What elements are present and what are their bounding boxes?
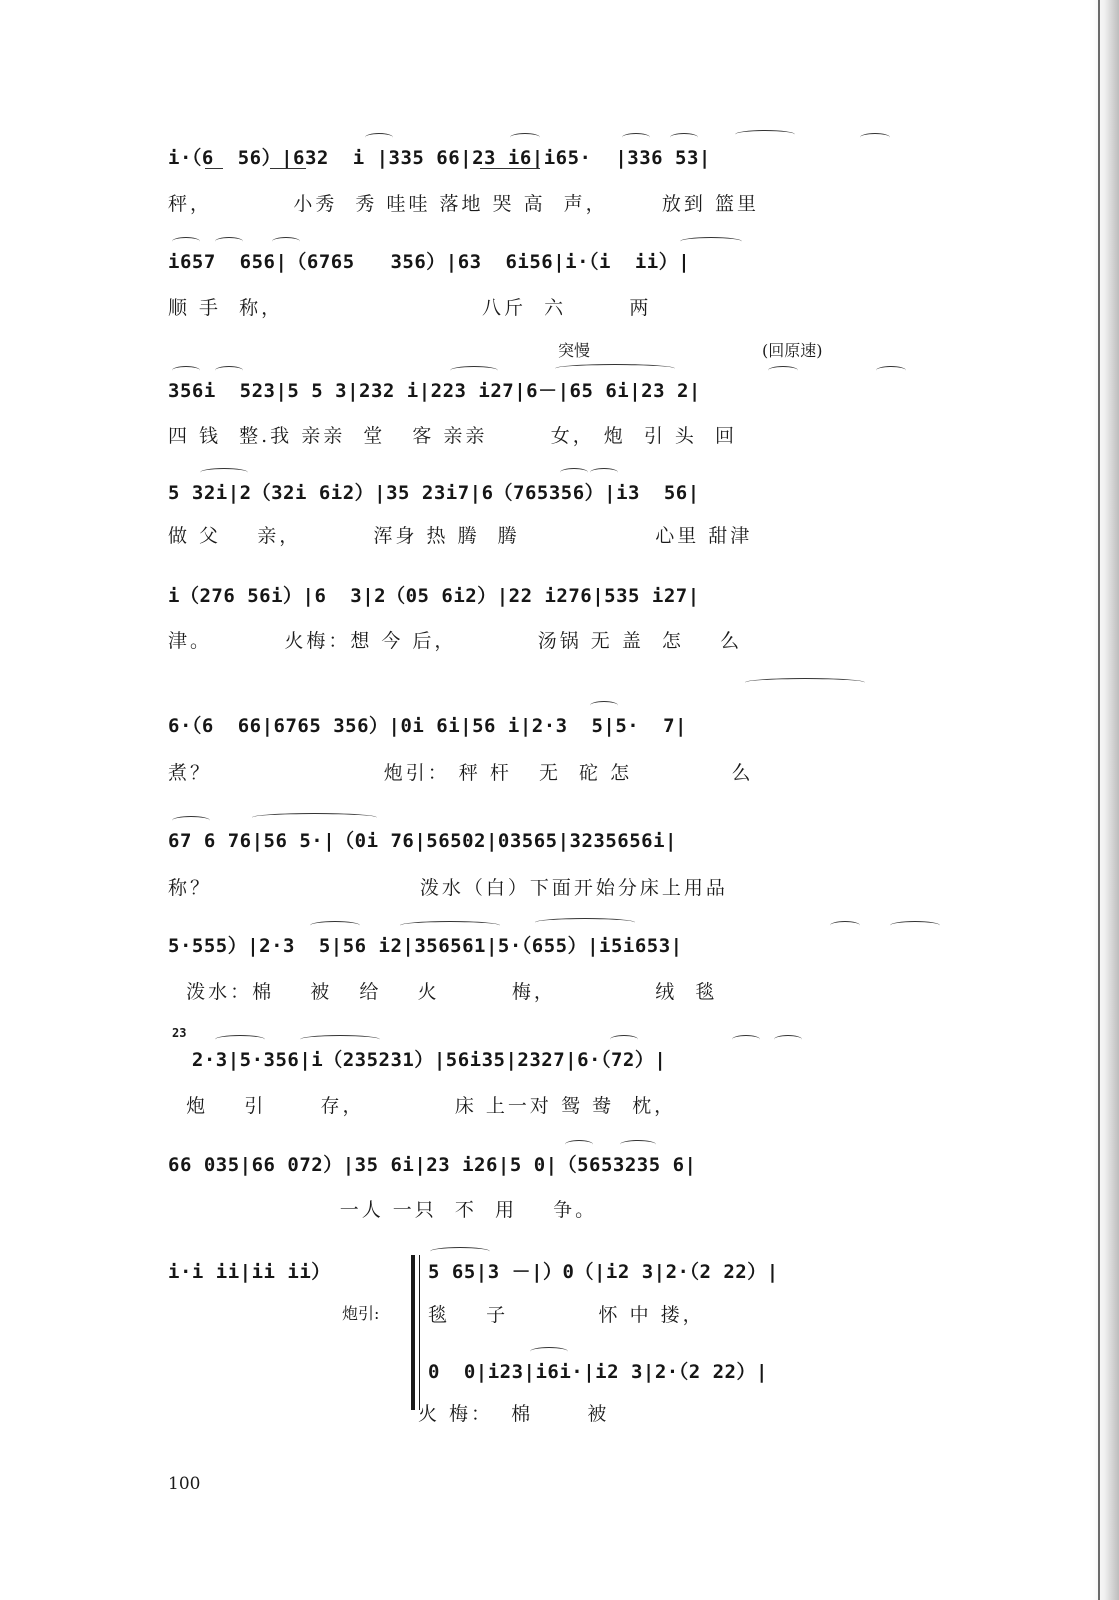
slur — [560, 468, 588, 477]
lyrics-line-6: 煮？ 炮引： 秤 杆 无 砣 怎 么 — [168, 762, 754, 784]
slur — [610, 1035, 638, 1044]
notation-line-6: 6·（6 66|6765 356）|0i 6i|56 i|2·3 5|5· 7| — [168, 715, 687, 737]
lyrics-line-2: 顺 手 称， 八斤 六 两 — [168, 297, 652, 319]
slur — [876, 366, 906, 375]
page-edge-line — [1098, 0, 1100, 1600]
slur — [565, 1140, 593, 1149]
slur — [670, 133, 698, 142]
notation-line-10: 66 035|66 072）|35 6i|23 i26|5 0|（5653235 6| — [168, 1154, 697, 1176]
slur — [590, 701, 618, 710]
lyrics-line-5: 津。 火梅：想 今 后， 汤锅 无 盖 怎 么 — [168, 630, 743, 652]
slur — [300, 1035, 380, 1044]
slur — [400, 921, 500, 930]
notation-line-8: 5·555）|2·3 5|56 i2|356561|5·（655）|i5i653| — [168, 935, 683, 957]
tempo-mark-return: (回原速) — [762, 341, 823, 360]
slur — [215, 237, 243, 246]
slur — [510, 133, 540, 142]
slur — [215, 1035, 265, 1044]
notation-line-7: 67 6 76|56 5·|（0i 76|56502|03565|3235656i| — [168, 830, 677, 852]
slur — [830, 921, 860, 930]
slur — [890, 921, 940, 930]
slur — [745, 678, 865, 687]
slur — [768, 366, 798, 375]
lyrics-line-8: 泼水：棉 被 给 火 梅， 绒 毯 — [168, 981, 718, 1003]
tempo-mark-sudden-slow: 突慢 — [558, 341, 591, 360]
notation-line-1: i·（6 56）|632 i |335 66|23 i6|i65· |336 53| — [168, 147, 711, 169]
lyrics-line-4: 做 父 亲， 浑身 热 腾 腾 心里 甜津 — [168, 525, 753, 547]
lyrics-line-10: 一人 一只 不 用 争。 — [168, 1199, 598, 1221]
slur — [252, 813, 377, 822]
slur — [172, 366, 200, 375]
notation-line-2: i657 656|（6765 356）|63 6i56|i·（i ii）| — [168, 251, 691, 273]
lyrics-line-3: 四 钱 整.我 亲亲 堂 客 亲亲 女， 炮 引 头 回 — [168, 425, 737, 447]
slur — [310, 921, 360, 930]
slur — [450, 366, 498, 375]
slur — [272, 237, 300, 246]
notation-line-4: 5 32i|2（32i 6i2）|35 23i7|6（765356）|i3 56| — [168, 482, 700, 504]
slur — [735, 130, 795, 139]
slur — [774, 1035, 802, 1044]
notation-line-9: 2·3|5·356|i（235231）|56i35|2327|6·（72）| — [168, 1049, 667, 1071]
notation-line-5: i（276 56i）|6 3|2（05 6i2）|22 i276|535 i27| — [168, 585, 700, 607]
duet-upper-lyrics: 毯 子 怀 中 搂， — [428, 1304, 705, 1326]
slur — [172, 237, 200, 246]
page-number: 100 — [168, 1474, 201, 1494]
slur — [215, 366, 243, 375]
notation-line-3: 356i 523|5 5 3|232 i|223 i27|6－|65 6i|23 2| — [168, 380, 701, 402]
beam — [480, 168, 540, 169]
slur — [732, 1035, 760, 1044]
grace-note: 23 — [172, 1026, 187, 1040]
slur — [535, 918, 635, 927]
slur — [530, 1347, 568, 1356]
duet-brace-inner — [419, 1255, 420, 1410]
slur — [590, 468, 618, 477]
slur — [860, 133, 890, 142]
beam — [270, 168, 306, 169]
page-edge-shadow — [1093, 0, 1119, 1600]
upper-part-label: 炮引: — [342, 1304, 380, 1323]
notation-line-11: i·i ii|ii ii） — [168, 1261, 331, 1283]
slur — [200, 468, 248, 477]
beam — [205, 168, 223, 169]
slur — [620, 1140, 656, 1149]
slur — [622, 133, 650, 142]
lyrics-line-9: 炮 引 存， 床 上一对 鸳 鸯 枕， — [168, 1095, 677, 1117]
slur — [680, 237, 742, 246]
lyrics-line-1: 秤， 小秀 秀 哇哇 落地 哭 高 声， 放到 篮里 — [168, 193, 759, 215]
slur — [172, 816, 210, 825]
slur — [365, 133, 393, 142]
duet-lower-notation: 0 0|i23|i6i·|i2 3|2·（2 22）| — [428, 1361, 768, 1383]
duet-lower-lyrics: 火 梅： 棉 被 — [418, 1403, 610, 1425]
lyrics-line-7: 称？ 泼水（白）下面开始分床上用品 — [168, 877, 728, 899]
duet-upper-notation: 5 65|3 －|）0（|i2 3|2·（2 22）| — [428, 1261, 779, 1283]
slur — [430, 1247, 490, 1256]
slur — [555, 364, 675, 373]
